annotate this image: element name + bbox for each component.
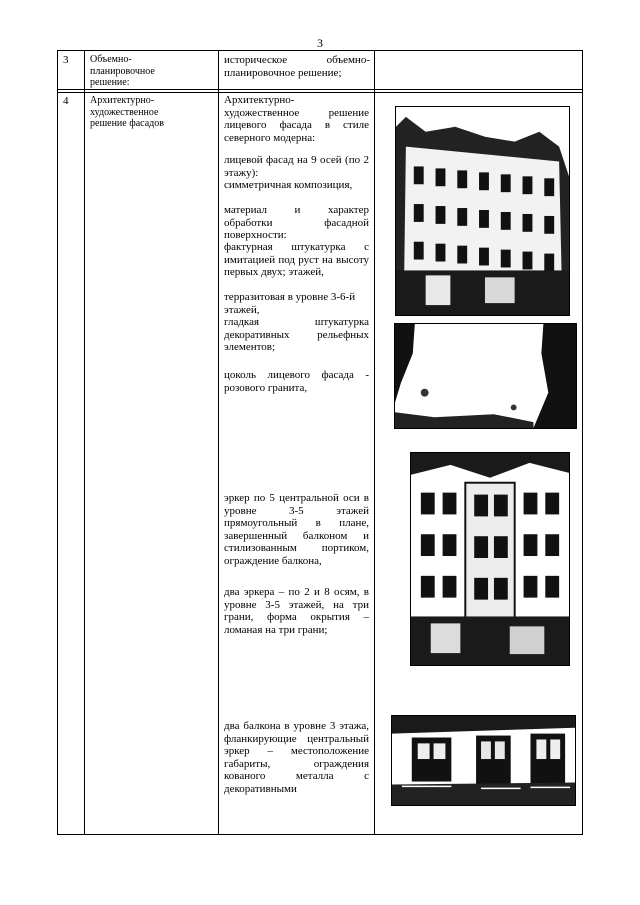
plinth-photo-image — [395, 324, 576, 428]
column-divider — [84, 51, 85, 834]
facade-table — [57, 50, 583, 835]
paragraph-plinth: цоколь лицевого фасада - розового гранита, — [224, 369, 369, 394]
column-divider — [218, 51, 219, 834]
bay-window-photo — [410, 452, 570, 666]
paragraph-smooth-plaster: гладкая штукатурка декоративных рельефных элементов; — [224, 316, 369, 353]
paragraph-terrazite: терразитовая в уровне 3-6-й этажей, — [224, 291, 356, 316]
paragraph-composition: симметричная композиция, — [224, 179, 353, 191]
paragraph-axes: лицевой фасад на 9 осей (по 2 этажу): — [224, 154, 369, 179]
balcony-photo-image — [392, 716, 575, 805]
paragraph-balconies: два балкона в уровне 3 этажа, фланкирующие центральный эркер – местоположение габариты, ограждения кованого металла с декоративными — [224, 720, 369, 795]
row-divider — [58, 92, 582, 93]
plinth-photo — [394, 323, 577, 429]
bay-window-photo-image — [411, 453, 569, 665]
row-divider — [58, 89, 582, 90]
paragraph-style: Архитектурно-художественное решение лицевого фасада в стиле северного модерна: — [224, 94, 369, 144]
facade-photo-image — [396, 107, 569, 315]
facade-photo — [395, 106, 570, 316]
page-number: 3 — [317, 36, 323, 50]
paragraph-material: материал и характер обработки фасадной поверхности: — [224, 204, 369, 241]
balcony-photo — [391, 715, 576, 806]
paragraph-central-bay: эркер по 5 центральной оси в уровне 3-5 этажей прямоугольный в плане, завершенный балконом и стилизованным портиком, ограждение балкона, — [224, 492, 369, 567]
row-3-number: 3 — [63, 54, 69, 66]
row-3-name: Объемно-планировочное решение: — [90, 54, 155, 88]
row-4-name: Архитектурно-художественное решение фасадов — [90, 95, 164, 129]
row-3-description: историческое объемно-планировочное решение; — [224, 54, 370, 79]
row-4-number: 4 — [63, 95, 69, 107]
paragraph-textured-plaster: фактурная штукатурка с имитацией под руст на высоту первых двух; этажей, — [224, 241, 369, 278]
column-divider — [374, 51, 375, 834]
paragraph-two-bays: два эркера – по 2 и 8 осям, в уровне 3-5 этажей, на три грани, форма окрытия – ломаная на три грани; — [224, 586, 369, 636]
